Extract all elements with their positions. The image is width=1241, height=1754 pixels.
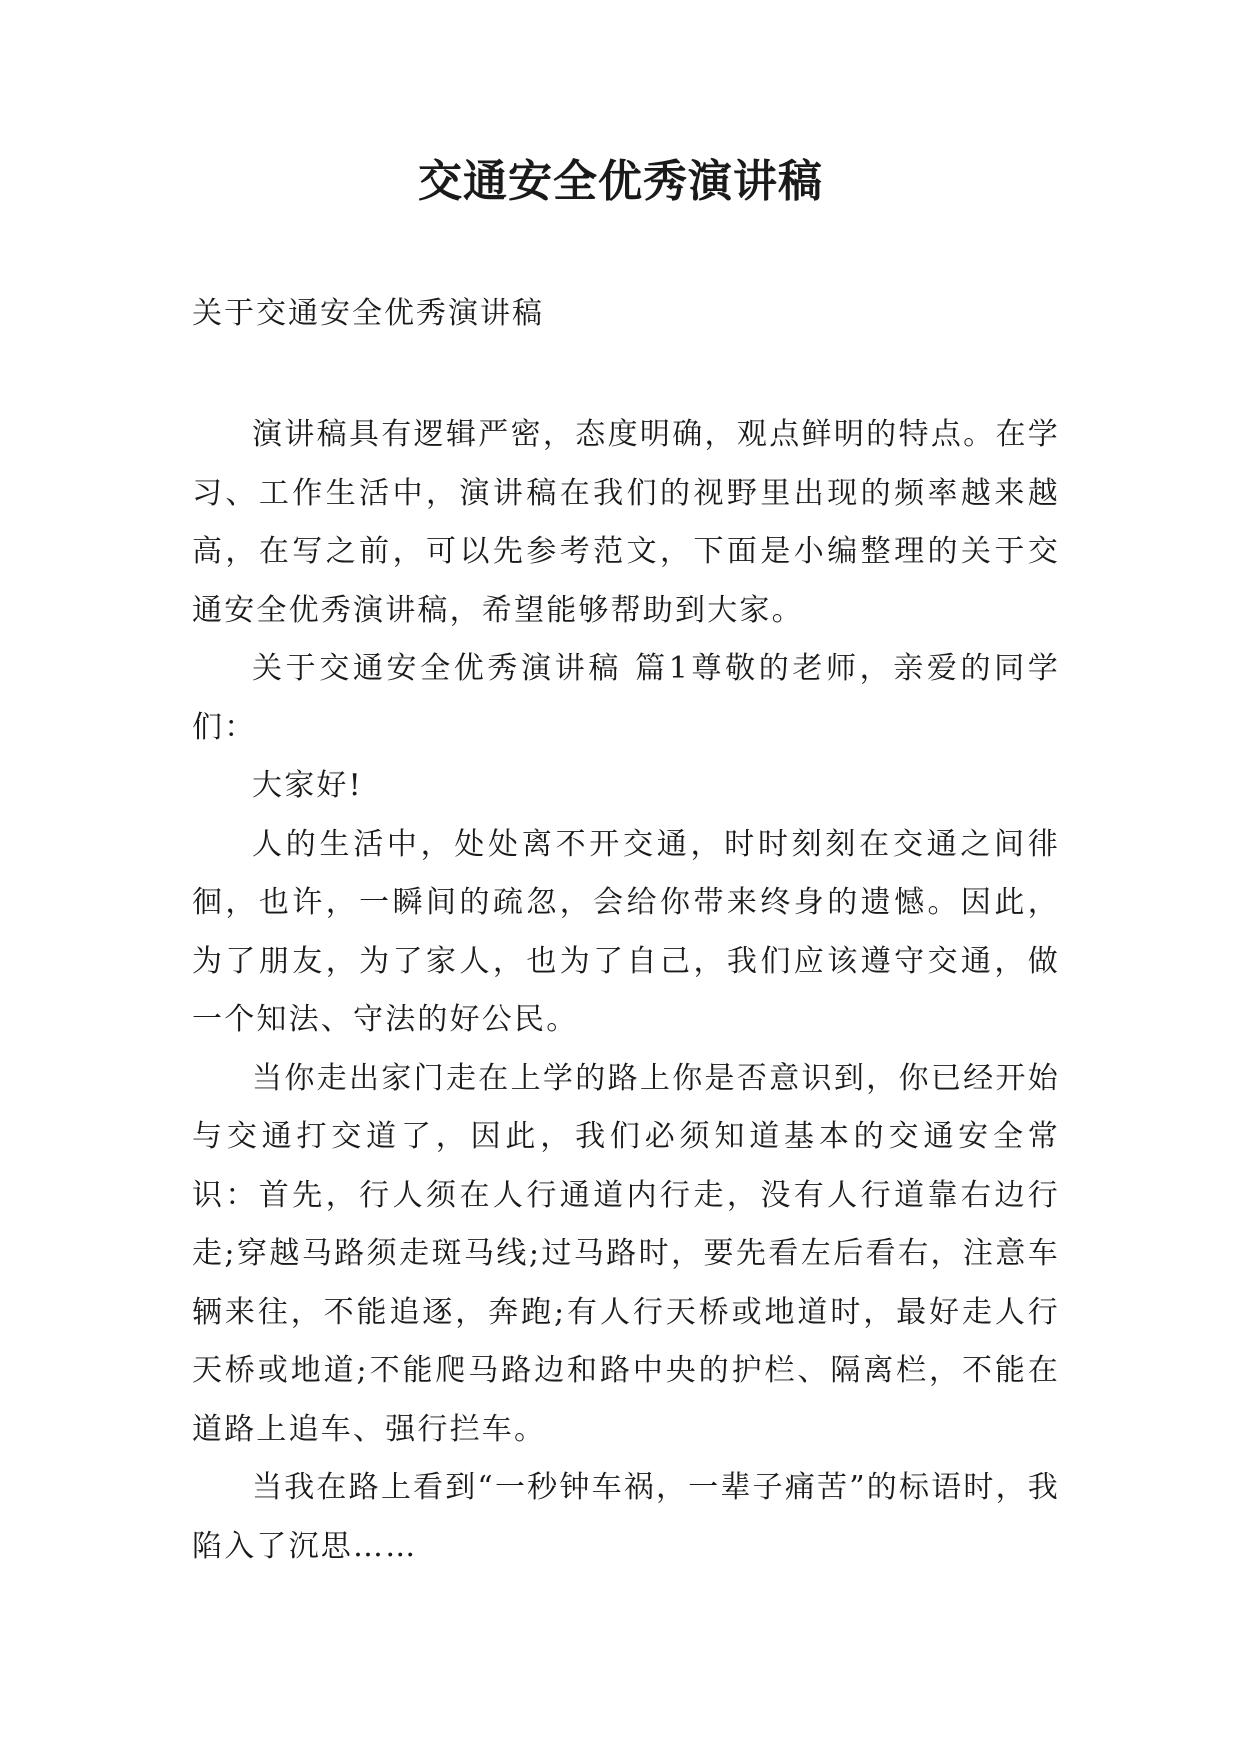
document-title: 交通安全优秀演讲稿 <box>418 156 823 207</box>
paragraph-slogan: 当我在路上看到“一秒钟车祸，一辈子痛苦”的标语时，我陷入了沉思…… <box>192 1470 1060 1564</box>
paragraph-greeting-heading: 关于交通安全优秀演讲稿 篇1尊敬的老师，亲爱的同学们： <box>192 651 1060 745</box>
document-subtitle: 关于交通安全优秀演讲稿 <box>192 296 544 331</box>
paragraph-hello: 大家好! <box>252 768 363 803</box>
paragraph-life-traffic: 人的生活中，处处离不开交通，时时刻刻在交通之间徘徊，也许，一瞬间的疏忽，会给你带来终身的遗憾。因此，为了朋友，为了家人，也为了自己，我们应该遵守交通，做一个知法、守法的好公民。 <box>192 826 1060 1037</box>
paragraph-intro: 演讲稿具有逻辑严密，态度明确，观点鲜明的特点。在学习、工作生活中，演讲稿在我们的视野里出现的频率越来越高，在写之前，可以先参考范文，下面是小编整理的关于交通安全优秀演讲稿，希望能够帮助到大家。 <box>192 417 1060 628</box>
document-body <box>192 406 1060 1576</box>
paragraph-safety-rules: 当你走出家门走在上学的路上你是否意识到，你已经开始与交通打交道了，因此，我们必须知道基本的交通安全常识：首先，行人须在人行通道内行走，没有人行道靠右边行走;穿越马路须走斑马线;过马路时，要先看左后看右，注意车辆来往，不能追逐，奔跑;有人行天桥或地道时，最好走人行天桥或地道;不能爬马路边和路中央的护栏、隔离栏，不能在道路上追车、强行拦车。 <box>192 1060 1060 1447</box>
